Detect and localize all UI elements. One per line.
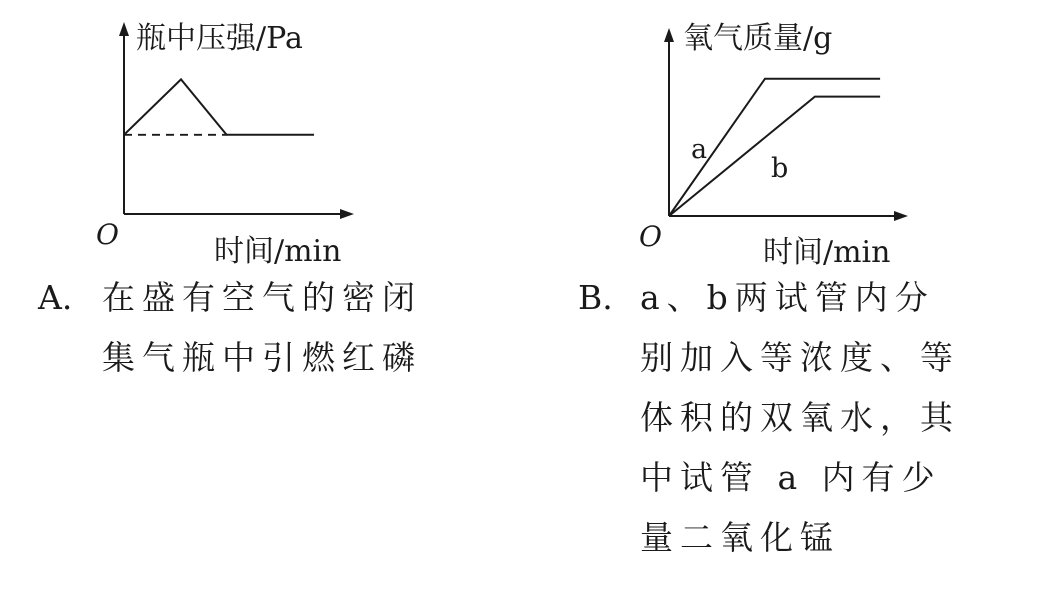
- chart-b-x-label: 时间/min: [763, 235, 891, 268]
- chart-a-pressure-line: [124, 79, 314, 134]
- chart-b-series-a-label: a: [691, 134, 708, 165]
- chart-b-x-axis-arrow: [894, 211, 908, 221]
- chart-b-series-b-label: b: [771, 153, 789, 184]
- chart-b-origin-label: O: [639, 220, 662, 253]
- chart-b: [519, 0, 1038, 268]
- chart-a-y-label: 瓶中压强/Pa: [136, 21, 303, 56]
- option-b-text: a、b两试管内分别加入等浓度、等体积的双氧水，其中试管 a 内有少量二氧化锰: [640, 278, 960, 557]
- chart-a: [0, 0, 519, 268]
- chart-b-y-axis-arrow: [664, 28, 674, 42]
- option-a-letter: A.: [38, 278, 73, 317]
- chart-a-x-axis-arrow: [340, 209, 354, 219]
- option-a-text: 在盛有空气的密闭集气瓶中引燃红磷: [102, 278, 422, 377]
- chart-a-origin-label: O: [96, 218, 119, 251]
- option-a-caption: [38, 268, 438, 468]
- option-b-letter: B.: [578, 278, 613, 317]
- chart-a-x-label: 时间/min: [214, 234, 342, 268]
- chart-a-y-axis-arrow: [119, 22, 129, 36]
- chart-b-y-label: 氧气质量/g: [683, 21, 833, 56]
- option-b-caption: [578, 268, 998, 598]
